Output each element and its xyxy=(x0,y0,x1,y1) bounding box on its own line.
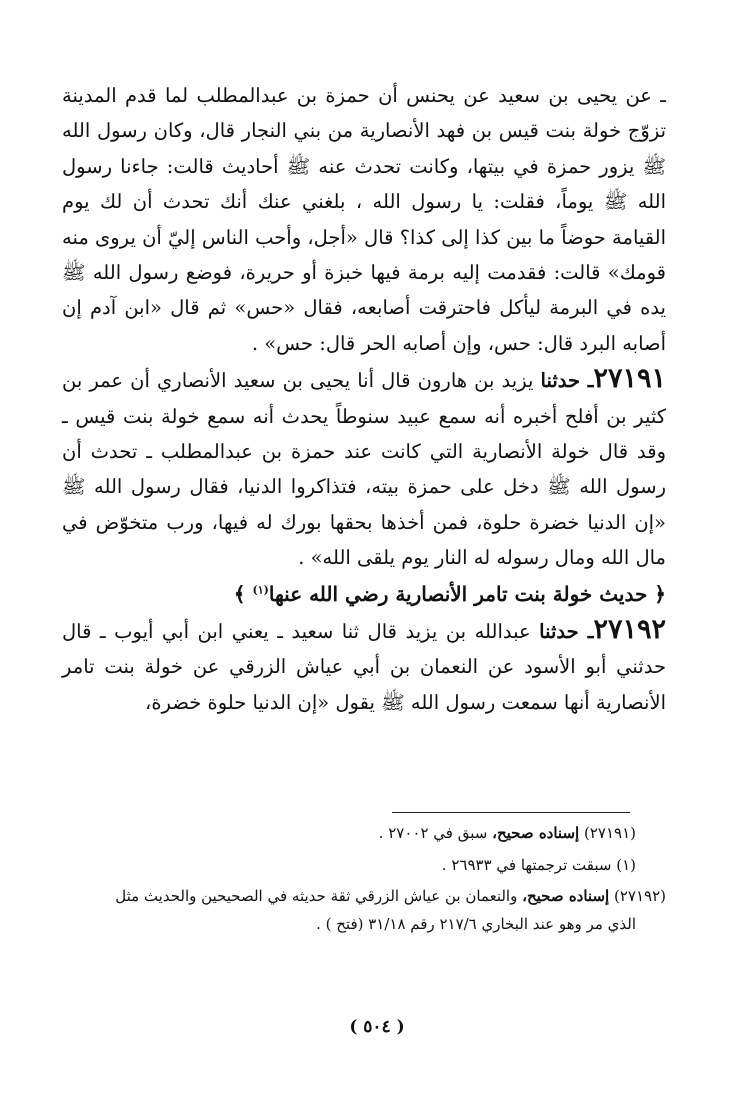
hadith-27191 xyxy=(62,361,666,575)
main-text xyxy=(62,78,666,720)
footnote-27191 xyxy=(58,820,666,848)
footnote-ref: (٢٧١٩١) xyxy=(583,824,636,842)
footnote-text: سبقت ترجمتها في ٢٦٩٣٣ . xyxy=(441,855,612,874)
hadith-27192 xyxy=(62,612,666,720)
section-heading xyxy=(62,576,666,612)
hadith-text: يزيد بن هارون قال أنا يحيى بن سعيد الأنصاري أن عمر بن كثير بن أفلح أخبره أنه سمع عبيد سنوطاً يحدث أنه سمع خولة بنت قيس ـ وقد قال خولة الأنصارية التي كانت عند حمزة بن عبدالمطلب ـ تحدث أن رسول الله ﷺ دخل على حمزة بيته، فتذاكروا الدنيا، فقال رسول الله ﷺ «إن الدنيا خضرة حلوة، فمن أخذها بحقها بورك له فيها، ورب متخوّض في مال الله ومال رسوله له النار يوم يلقى الله» . xyxy=(62,369,666,570)
paragraph-continuation: ـ عن يحيى بن سعيد عن يحنس أن حمزة بن عبدالمطلب لما قدم المدينة تزوّج خولة بنت قيس بن فهد الأنصارية من بني النجار قال، وكان رسول الله ﷺ يزور حمزة في بيتها، وكانت تحدث عنه ﷺ أحاديث قالت: جاءنا رسول الله ﷺ يوماً، فقلت: يا رسول الله ، بلغني عنك أنك تحدث أن لك يوم القيامة حوضاً ما بين كذا إلى كذا؟ قال «أجل، وأحب الناس إليّ أن يروى منه قومك» قالت: فقدمت إليه برمة فيها خبزة أو حريرة، فوضع رسول الله ﷺ يده في البرمة ليأكل فاحترقت أصابعه، فقال «حس» ثم قال «ابن آدم إن أصابه البرد قال: حس، وإن أصابه الحر قال: حس» . xyxy=(62,84,666,355)
footnote-grade: إسناده صحيح، xyxy=(492,824,580,842)
footnote-ref: (٢٧١٩٢) xyxy=(613,887,666,905)
footnote-reference: (١) xyxy=(252,583,269,597)
hadith-opener: ـ حدثنا xyxy=(540,369,594,393)
hadith-opener: ـ حدثنا xyxy=(539,619,594,643)
footnote-grade: إسناده صحيح، xyxy=(522,887,610,905)
footnote-text: سبق في ٢٧٠٠٢ . xyxy=(378,824,488,842)
page-number: ( ٥٠٤ ) xyxy=(349,1017,405,1037)
footnote-ref: (١) xyxy=(616,855,636,874)
hadith-number: ٢٧١٩٢ xyxy=(593,613,667,645)
footnote-1 xyxy=(58,852,666,880)
footnote-27192 xyxy=(58,883,666,938)
footnote-text: والنعمان بن عياش الزرقي ثقة حديثه في الصحيحين والحديث مثل xyxy=(115,887,518,905)
section-heading-text: ﴿ حديث خولة بنت تامر الأنصارية رضي الله عنها xyxy=(268,581,666,606)
footnote-divider xyxy=(392,812,630,813)
hadith-number: ٢٧١٩١ xyxy=(593,363,667,395)
footnotes xyxy=(58,820,666,942)
section-heading-close: ﴾ xyxy=(233,581,253,606)
hadith-text: عبدالله بن يزيد قال ثنا سعيد ـ يعني ابن أبي أيوب ـ قال حدثني أبو الأسود عن النعمان بن أبي عياش الزرقي عن خولة بنت تامر الأنصارية أنها سمعت رسول الله ﷺ يقول «إن الدنيا حلوة خضرة، xyxy=(62,619,666,714)
footnote-continuation: الذي مر وهو عند البخاري ٢١٧/٦ رقم ٣١/١٨ (فتح ) . xyxy=(316,914,636,933)
